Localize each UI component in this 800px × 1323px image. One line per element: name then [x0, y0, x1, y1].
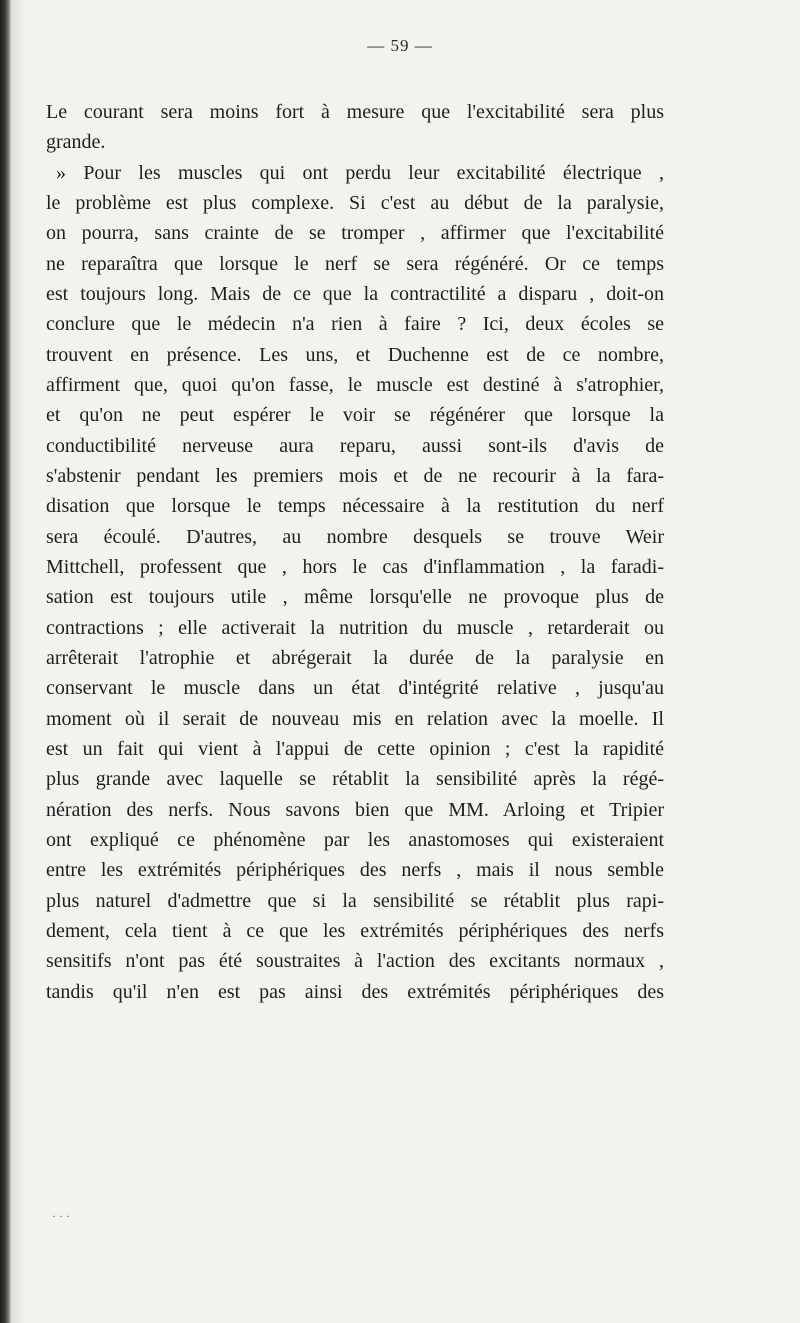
text-line: tandis qu'il n'en est pas ainsi des extrémités périphériques des: [46, 980, 664, 1003]
text-line: arrêterait l'atrophie et abrégerait la durée de la paralysie en: [46, 646, 664, 669]
ink-specks: · · ·: [52, 1209, 70, 1223]
text-line: dement, cela tient à ce que les extrémités périphériques des nerfs: [46, 919, 664, 942]
text-line: et qu'on ne peut espérer le voir se régénérer que lorsque la: [46, 404, 664, 427]
text-line: affirment que, quoi qu'on fasse, le muscle est destiné à s'atrophier,: [46, 373, 664, 396]
body-text: [46, 97, 664, 1007]
text-line: conservant le muscle dans un état d'intégrité relative , jusqu'au: [46, 677, 664, 700]
text-line: le problème est plus complexe. Si c'est au début de la paralysie,: [46, 191, 664, 214]
text-line: » Pour les muscles qui ont perdu leur excitabilité électrique ,: [56, 161, 664, 184]
binding-shadow: [12, 0, 26, 1323]
text-line: disation que lorsque le temps nécessaire à la restitution du nerf: [46, 495, 664, 518]
text-line: grande.: [46, 131, 106, 154]
text-line: on pourra, sans crainte de se tromper , affirmer que l'excitabilité: [46, 222, 664, 245]
text-line: moment où il serait de nouveau mis en relation avec la moelle. Il: [46, 707, 664, 730]
text-line: sensitifs n'ont pas été soustraites à l'action des excitants normaux ,: [46, 950, 664, 973]
book-binding-edge: [0, 0, 12, 1323]
text-line: Le courant sera moins fort à mesure que l'excitabilité sera plus: [46, 101, 664, 123]
text-line: contractions ; elle activerait la nutrition du muscle , retarderait ou: [46, 616, 664, 639]
text-line: trouvent en présence. Les uns, et Duchenne est de ce nombre,: [46, 343, 664, 366]
text-line: plus naturel d'admettre que si la sensibilité se rétablit plus rapi-: [46, 889, 664, 912]
text-line: conductibilité nerveuse aura reparu, aussi sont-ils d'avis de: [46, 434, 664, 457]
text-line: est un fait qui vient à l'appui de cette opinion ; c'est la rapidité: [46, 737, 664, 760]
text-line: nération des nerfs. Nous savons bien que MM. Arloing et Tripier: [46, 798, 664, 821]
text-line: plus grande avec laquelle se rétablit la sensibilité après la régé-: [46, 768, 664, 791]
text-line: sation est toujours utile , même lorsqu'elle ne provoque plus de: [46, 586, 664, 609]
text-line: conclure que le médecin n'a rien à faire ? Ici, deux écoles se: [46, 313, 664, 336]
text-line: Mittchell, professent que , hors le cas d'inflammation , la faradi-: [46, 555, 664, 578]
text-line: entre les extrémités périphériques des nerfs , mais il nous semble: [46, 859, 664, 882]
page-number: — 59 —: [367, 36, 433, 55]
text-line: s'abstenir pendant les premiers mois et de ne recourir à la fara-: [46, 464, 664, 487]
text-line: est toujours long. Mais de ce que la contractilité a disparu , doit-on: [46, 282, 664, 305]
text-line: ont expliqué ce phénomène par les anastomoses qui existeraient: [46, 828, 664, 851]
text-line: ne reparaîtra que lorsque le nerf se sera régénéré. Or ce temps: [46, 252, 664, 275]
text-line: sera écoulé. D'autres, au nombre desquels se trouve Weir: [46, 525, 664, 548]
